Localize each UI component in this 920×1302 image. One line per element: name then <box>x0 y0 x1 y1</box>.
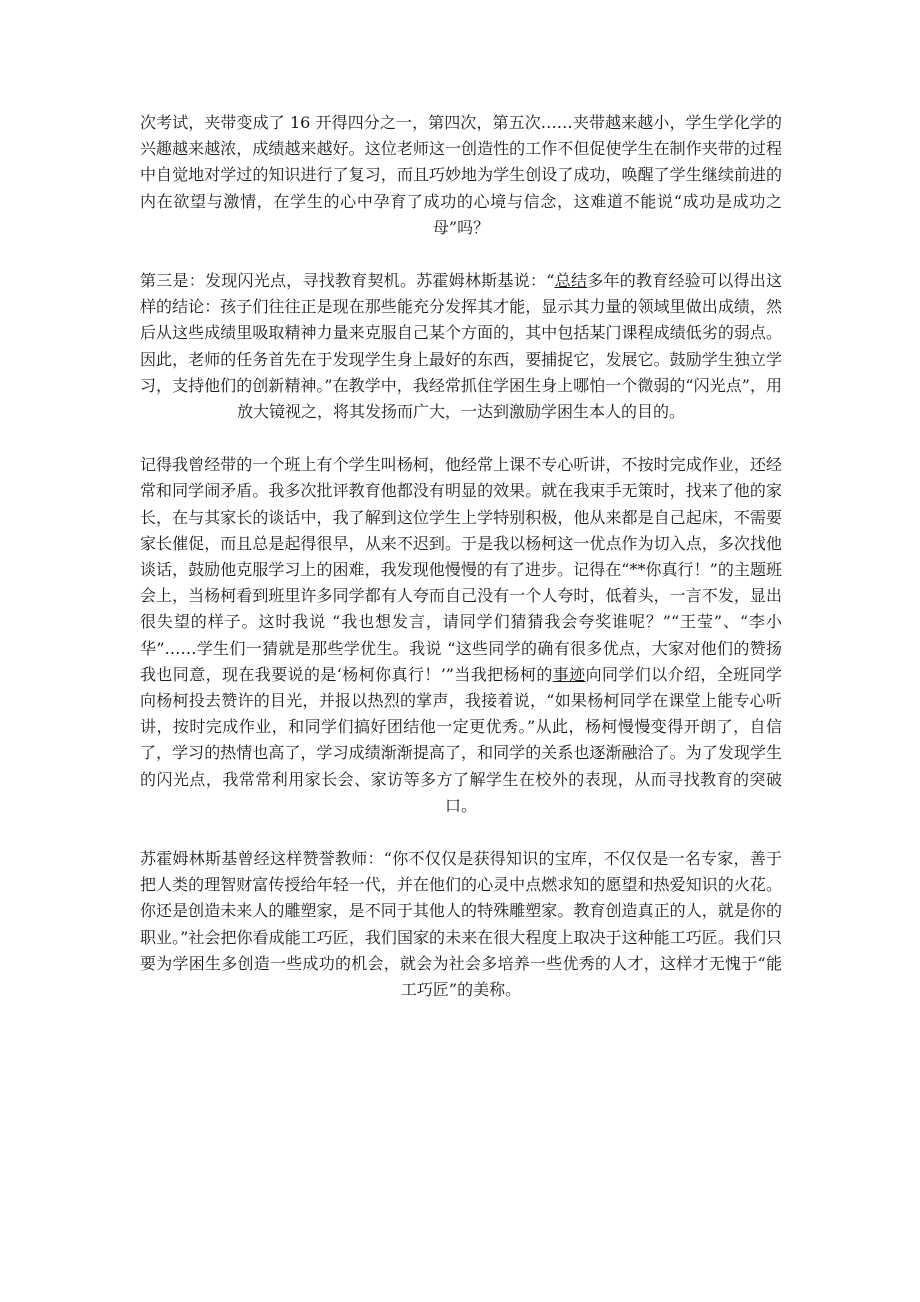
paragraph-success-mother <box>140 110 782 241</box>
paragraph-student-story <box>140 452 782 819</box>
underlined-link-deeds[interactable]: 事迹 <box>552 664 586 684</box>
paragraph-find-bright-spot <box>140 268 782 425</box>
paragraph-text: 多年的教育经验可以得出这样的结论：孩子们往往正是现在那些能充分发挥其才能，显示其力量的领域里做出成绩，然后从这些成绩里吸取精神力量来克服自己某个方面的，其中包括某门课程成绩低劣的弱点。因此，老师的任务首先在于发现学生身上最好的东西，要捕捉它，发展它。鼓励学生独立学习，支持他们的创新精神。”在教学中，我经常抓住学困生身上哪怕一个微弱的“闪光点”，用放大镜视之，将其发扬而广大，一达到激励学困生本人的目的。 <box>140 271 782 422</box>
document-page <box>140 110 782 1030</box>
paragraph-text: 第三是：发现闪光点，寻找教育契机。苏霍姆林斯基说：“ <box>140 271 555 291</box>
underlined-link-summary[interactable]: 总结 <box>554 271 588 291</box>
paragraph-text: 苏霍姆林斯基曾经这样赞誉教师：“你不仅仅是获得知识的宝库，不仅仅是一名专家，善于把人类的理智财富传授给年轻一代，并在他们的心灵中点燃求知的愿望和热爱知识的火花。你还是创造未来人的雕塑家，是不同于其他人的特殊雕塑家。教育创造真正的人，就是你的职业。”社会把你看成能工巧匠，我们国家的未来在很大程度上取决于这种能工巧匠。我们只要为学困生多创造一些成功的机会，就会为社会多培养一些优秀的人才，这样才无愧于“能工巧匠”的美称。 <box>140 849 782 1000</box>
paragraph-text: 记得我曾经带的一个班上有个学生叫杨柯，他经常上课不专心听讲，不按时完成作业，还经常和同学闹矛盾。我多次批评教育他都没有明显的效果。就在我束手无策时，找来了他的家长，在与其家长的谈话中，我了解到这位学生上学特别积极，他从来都是自己起床，不需要家长催促，而且总是起得很早，从来不迟到。于是我以杨柯这一优点作为切入点，多次找他谈话，鼓励他克服学习上的困难，我发现他慢慢的有了进步。记得在“**你真行！”的主题班会上，当杨柯看到班里许多同学都有人夸而自己没有一个人夸时，低着头，一言不发，显出很失望的样子。这时我说 “我也想发言，请同学们猜猜我会夸奖谁呢？”“王莹”、“李小华”……学生们一猜就是那些学优生。我说 “这些同学的确有很多优点，大家对他们的赞扬我也同意，现在我要说的是‘杨柯你真行！’”当我把杨柯的 <box>140 455 782 684</box>
paragraph-text: 向同学们以介绍，全班同学向杨柯投去赞许的目光，并报以热烈的掌声，我接着说，“如果杨柯同学在课堂上能专心听讲，按时完成作业，和同学们搞好团结他一定更优秀。”从此，杨柯慢慢变得开朗了，自信了，学习的热情也高了，学习成绩渐渐提高了，和同学的关系也逐渐融洽了。为了发现学生的闪光点，我常常利用家长会、家访等多方了解学生在校外的表现，从而寻找教育的突破口。 <box>140 664 782 815</box>
paragraph-text: 次考试，夹带变成了 16 开得四分之一，第四次，第五次……夹带越来越小，学生学化学的兴趣越来越浓，成绩越来越好。这位老师这一创造性的工作不但促使学生在制作夹带的过程中自觉地对学过的知识进行了复习，而且巧妙地为学生创设了成功，唤醒了学生继续前进的内在欲望与激情，在学生的心中孕育了成功的心境与信念，这难道不能说“成功是成功之母”吗？ <box>140 113 782 237</box>
paragraph-teacher-praise <box>140 846 782 1003</box>
